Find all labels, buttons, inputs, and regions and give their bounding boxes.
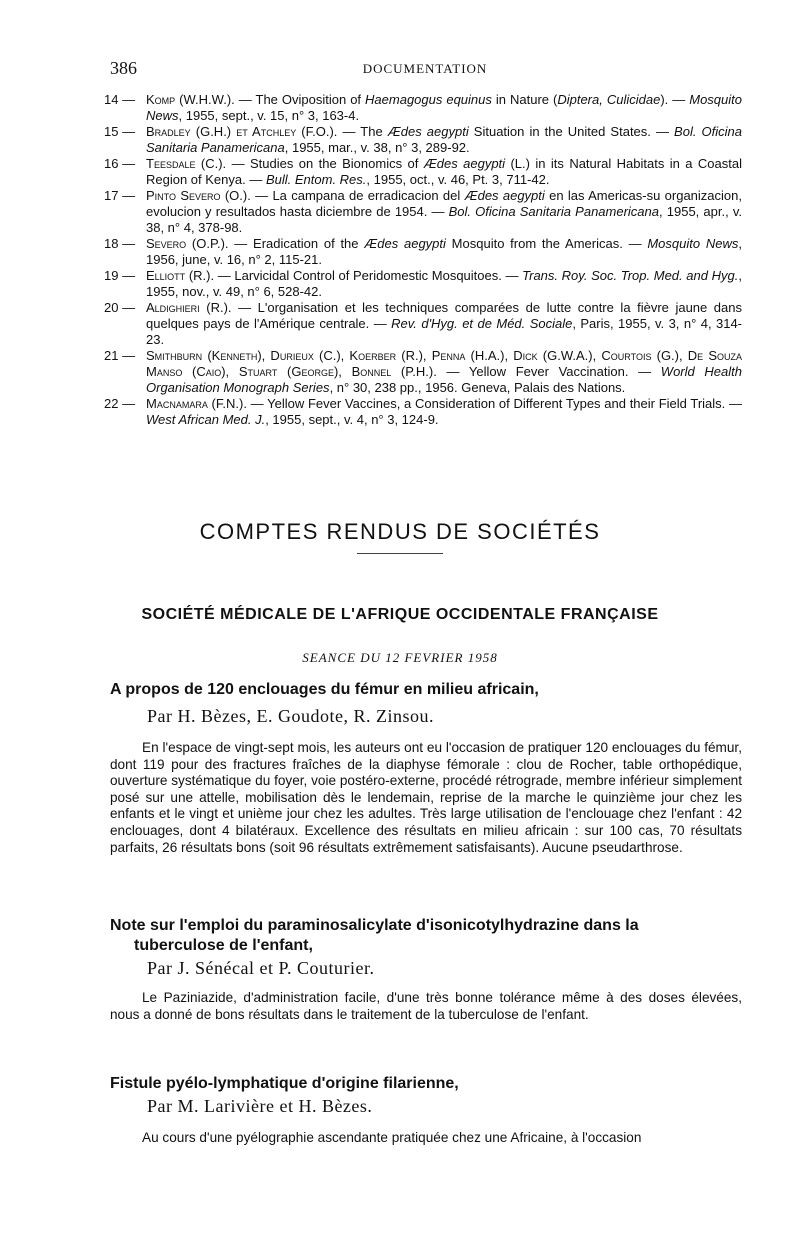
- reference-number: 22 —: [104, 396, 136, 411]
- reference-text: — Studies on the Bionomics of: [226, 156, 424, 171]
- reference-number: 21 —: [104, 348, 136, 363]
- reference-text: — L'organisation et les techniques comparées de lutte contre la fièvre jaune dans quelques pays de l'Amérique centrale. —: [146, 300, 742, 331]
- reference-journal: Bol. Oficina Sanitaria Panamericana: [448, 204, 660, 219]
- reference-journal: Trans. Roy. Soc. Trop. Med. and Hyg.: [522, 268, 739, 283]
- article-body: Le Paziniazide, d'administration facile, d'une très bonne tolérance même à des doses élevées, nous a donné de bons résultats dans le traitement de la tuberculose de l'enfant.: [110, 990, 742, 1022]
- reference-item: [104, 124, 742, 156]
- article-byline: Par J. Sénécal et P. Couturier.: [147, 958, 375, 978]
- reference-author: Severo (O.P.).: [146, 236, 229, 251]
- reference-journal: Bull. Entom. Res.: [265, 172, 367, 187]
- reference-citation: , 1955, sept., v. 4, n° 3, 124-9.: [265, 412, 439, 427]
- reference-taxon: Diptera, Culicidae: [557, 92, 661, 107]
- article-body: Au cours d'une pyélographie ascendante pratiquée chez une Africaine, à l'occasion: [142, 1130, 642, 1145]
- reference-text: — Yellow Fever Vaccines, a Consideration of Different Types and their Field Trials. —: [246, 396, 742, 411]
- reference-item: [104, 236, 742, 268]
- reference-item: [104, 348, 742, 396]
- reference-text: (L.) in its Natural Habitats in a Coastal Region of Kenya. —: [146, 156, 742, 187]
- reference-text: Mosquito from the Americas. —: [445, 236, 648, 251]
- article-byline: Par H. Bèzes, E. Goudote, R. Zinsou.: [147, 706, 434, 726]
- reference-citation: , n° 30, 238 pp., 1956. Geneva, Palais des Nations.: [329, 380, 626, 395]
- reference-item: [104, 396, 742, 428]
- reference-text: in Nature (: [491, 92, 558, 107]
- reference-journal: West African Med. J.: [146, 412, 266, 427]
- reference-citation: , Paris, 1955, v. 3, n° 4, 314-23.: [146, 316, 743, 347]
- reference-journal: Bol. Oficina Sanitaria Panamericana: [146, 124, 742, 155]
- reference-journal: Mosquito News: [647, 236, 739, 251]
- section-title: COMPTES RENDUS DE SOCIÉTÉS: [199, 519, 601, 544]
- reference-author: Bradley (G.H.) et Atchley (F.O.).: [146, 124, 338, 139]
- article-title-line: Fistule pyélo-lymphatique d'origine filarienne,: [110, 1075, 459, 1092]
- reference-species: Ædes aegypti: [464, 188, 545, 203]
- reference-citation: , 1955, mar., v. 38, n° 3, 289-92.: [284, 140, 470, 155]
- reference-number: 18 —: [104, 236, 136, 251]
- reference-list: [104, 92, 743, 428]
- reference-number: 15 —: [104, 124, 136, 139]
- reference-text: — Yellow Fever Vaccination. —: [436, 364, 661, 379]
- reference-species: Ædes aegypti: [387, 124, 469, 139]
- reference-text: — La campana de erradicacion del: [250, 188, 465, 203]
- article-byline: Par M. Larivière et H. Bèzes.: [147, 1096, 373, 1116]
- running-title: DOCUMENTATION: [362, 61, 488, 76]
- article-title: [110, 1074, 750, 1094]
- reference-author: Elliott (R.).: [146, 268, 215, 283]
- reference-citation: , 1955, apr., v. 38, n° 4, 378-98.: [146, 204, 742, 235]
- reference-text: en las Americas-su organizacion, evolucion y resultados hasta diciembre de 1954. —: [146, 188, 742, 219]
- article-body: En l'espace de vingt-sept mois, les auteurs ont eu l'occasion de pratiquer 120 enclouages du fémur, dont 119 pour des fractures fraîches de la diaphyse fémorale : clou de Rocher, table orthopédique, ouverture systématique du foyer, voie postéro-externe, procédé rétrograde, membre inférieur simplement posé sur une attelle, mobilisation dès le lendemain, reprise de la marche le quinzième jour chez les enfants et le vingt et unième jour chez les adultes. Très large utilisation de l'enclouage chez l'enfant : 42 enclouages, dont 4 bilatéraux. Excellence des résultats en milieu africain : sur 100 cas, 70 résultats parfaits, 26 résultats bons (soit 96 résultats extrêmement satisfaisants). Aucune pseudarthrose.: [110, 740, 742, 855]
- reference-number: 17 —: [104, 188, 136, 203]
- reference-citation: , 1956, june, v. 16, n° 2, 115-21.: [146, 236, 742, 267]
- reference-citation: , 1955, sept., v. 15, n° 3, 163-4.: [178, 108, 360, 123]
- reference-number: 20 —: [104, 300, 136, 315]
- reference-text: — Eradication of the: [228, 236, 365, 251]
- reference-author: Komp (W.H.W.).: [146, 92, 235, 107]
- society-title: SOCIÉTÉ MÉDICALE DE L'AFRIQUE OCCIDENTALE FRANÇAISE: [141, 606, 659, 623]
- reference-citation: , 1955, nov., v. 49, n° 6, 528-42.: [146, 268, 742, 299]
- reference-item: [104, 188, 742, 236]
- session-date: SEANCE DU 12 FEVRIER 1958: [302, 650, 498, 665]
- reference-author: Macnamara (F.N.).: [146, 396, 247, 411]
- reference-number: 16 —: [104, 156, 136, 171]
- reference-author: Pinto Severo (O.).: [146, 188, 251, 203]
- article-title-line: tuberculose de l'enfant,: [134, 937, 313, 954]
- reference-text: — Larvicidal Control of Peridomestic Mosquitoes. —: [214, 268, 523, 283]
- reference-text: Situation in the United States. —: [468, 124, 675, 139]
- reference-text: ). —: [660, 92, 690, 107]
- reference-item: [104, 92, 742, 124]
- reference-journal: World Health Organisation Monograph Series: [146, 364, 742, 395]
- article-title-line: A propos de 120 enclouages du fémur en milieu africain,: [110, 681, 539, 698]
- reference-item: [104, 300, 743, 348]
- reference-species: Haemagogus equinus: [365, 92, 492, 107]
- reference-text: — The Oviposition of: [234, 92, 366, 107]
- reference-author: Smithburn (Kenneth), Durieux (C.), Koerber (R.), Penna (H.A.), Dick (G.W.A.), Courtois (G.), De Souza Manso (Caio), Stuart (George), Bonnel (P.H.).: [146, 348, 742, 379]
- reference-author: Aldighieri (R.).: [146, 300, 232, 315]
- page-number: 386: [110, 58, 137, 78]
- reference-journal: Mosquito News: [146, 92, 742, 123]
- reference-number: 14 —: [104, 92, 136, 107]
- reference-item: [104, 156, 742, 188]
- reference-text: — The: [337, 124, 388, 139]
- reference-species: Ædes aegypti: [364, 236, 446, 251]
- section-divider: [357, 553, 443, 554]
- article-title: [110, 916, 750, 956]
- reference-item: [104, 268, 742, 300]
- reference-number: 19 —: [104, 268, 136, 283]
- reference-author: Teesdale (C.).: [146, 156, 227, 171]
- running-head: [110, 58, 740, 80]
- reference-species: Ædes aegypti: [423, 156, 506, 171]
- reference-citation: , 1955, oct., v. 46, Pt. 3, 711-42.: [366, 172, 550, 187]
- article-title: [110, 680, 750, 700]
- reference-journal: Rev. d'Hyg. et de Méd. Sociale: [391, 316, 573, 331]
- article-title-line: Note sur l'emploi du paraminosalicylate d'isonicotylhydrazine dans la: [110, 917, 639, 934]
